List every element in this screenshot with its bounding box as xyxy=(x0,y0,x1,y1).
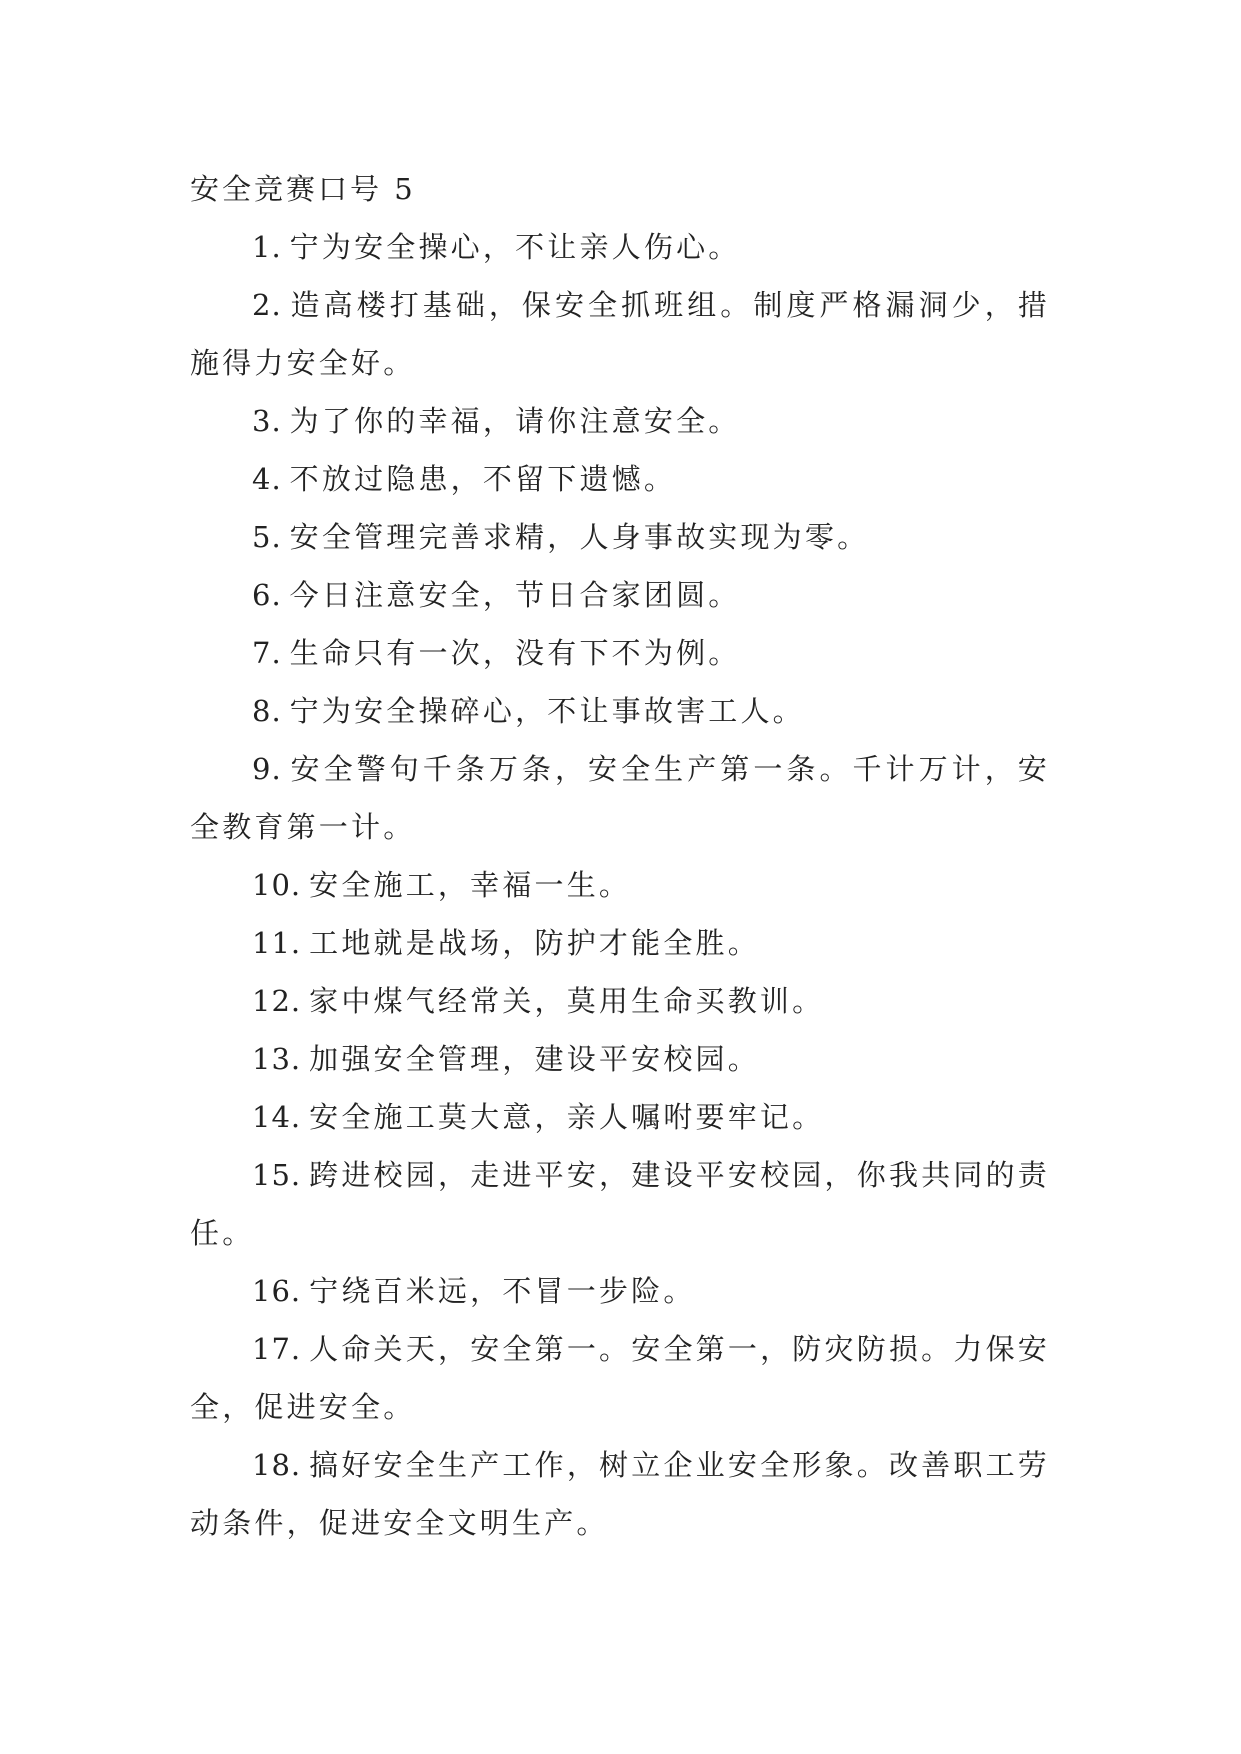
slogan-text: 安全管理完善求精，人身事故实现为零。 xyxy=(289,520,870,554)
slogan-text: 安全施工，幸福一生。 xyxy=(309,868,632,902)
slogan-item xyxy=(190,392,1050,450)
slogan-text: 宁为安全操心，不让亲人伤心。 xyxy=(289,230,741,264)
slogan-item xyxy=(190,972,1050,1030)
slogan-item xyxy=(190,624,1050,682)
slogan-number: 8. xyxy=(252,694,282,728)
slogan-item xyxy=(190,914,1050,972)
slogan-text: 不放过隐患，不留下遗憾。 xyxy=(289,462,677,496)
slogan-number: 6. xyxy=(252,578,282,612)
slogan-text: 搞好安全生产工作，树立企业安全形象。改善职工劳动条件，促进安全文明生产。 xyxy=(190,1448,1050,1540)
slogan-number: 16. xyxy=(252,1274,302,1308)
slogan-item xyxy=(190,682,1050,740)
slogan-text: 人命关天，安全第一。安全第一，防灾防损。力保安全，促进安全。 xyxy=(190,1332,1050,1424)
slogan-text: 生命只有一次，没有下不为例。 xyxy=(289,636,741,670)
slogan-text: 工地就是战场，防护才能全胜。 xyxy=(309,926,760,960)
slogan-text: 安全施工莫大意，亲人嘱咐要牢记。 xyxy=(309,1100,825,1134)
slogan-text: 造高楼打基础，保安全抓班组。制度严格漏洞少，措施得力安全好。 xyxy=(190,288,1050,380)
slogan-item xyxy=(190,1262,1050,1320)
document-page xyxy=(190,160,1050,1552)
slogan-text: 为了你的幸福，请你注意安全。 xyxy=(289,404,741,438)
slogan-number: 1. xyxy=(252,230,282,264)
slogan-number: 11. xyxy=(252,926,302,960)
slogan-number: 9. xyxy=(252,752,282,786)
slogan-item xyxy=(190,508,1050,566)
slogan-text: 宁为安全操碎心，不让事故害工人。 xyxy=(289,694,805,728)
slogan-item xyxy=(190,1320,1050,1436)
slogan-text: 加强安全管理，建设平安校园。 xyxy=(309,1042,760,1076)
slogan-item xyxy=(190,566,1050,624)
slogan-text: 今日注意安全，节日合家团圆。 xyxy=(289,578,741,612)
document-title: 安全竞赛口号 5 xyxy=(190,172,416,206)
slogan-item xyxy=(190,1146,1050,1262)
slogan-item xyxy=(190,1436,1050,1552)
slogan-item xyxy=(190,276,1050,392)
slogan-number: 14. xyxy=(252,1100,302,1134)
slogan-number: 7. xyxy=(252,636,282,670)
slogan-number: 4. xyxy=(252,462,282,496)
slogan-text: 安全警句千条万条，安全生产第一条。千计万计，安全教育第一计。 xyxy=(190,752,1050,844)
slogan-number: 5. xyxy=(252,520,282,554)
slogan-number: 18. xyxy=(252,1448,302,1482)
slogan-text: 家中煤气经常关，莫用生命买教训。 xyxy=(309,984,825,1018)
slogan-number: 10. xyxy=(252,868,302,902)
slogan-item xyxy=(190,450,1050,508)
slogan-number: 15. xyxy=(252,1158,302,1192)
slogan-text: 宁绕百米远，不冒一步险。 xyxy=(309,1274,696,1308)
slogan-item xyxy=(190,740,1050,856)
slogan-item xyxy=(190,1030,1050,1088)
slogan-item xyxy=(190,1088,1050,1146)
slogan-number: 17. xyxy=(252,1332,302,1366)
slogan-number: 2. xyxy=(252,288,282,322)
slogan-number: 13. xyxy=(252,1042,302,1076)
slogan-number: 3. xyxy=(252,404,282,438)
slogan-number: 12. xyxy=(252,984,302,1018)
slogan-item xyxy=(190,218,1050,276)
slogan-text: 跨进校园，走进平安，建设平安校园，你我共同的责任。 xyxy=(190,1158,1050,1250)
slogan-item xyxy=(190,856,1050,914)
